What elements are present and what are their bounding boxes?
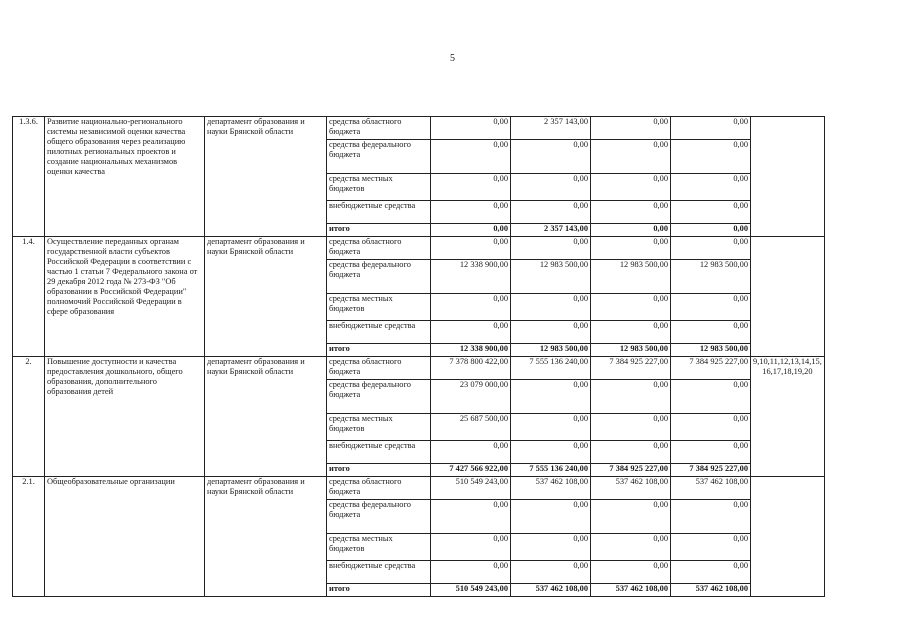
indicator-numbers [751, 117, 825, 237]
amount-cell: 0,00 [591, 294, 671, 321]
amount-cell: 0,00 [671, 534, 751, 561]
amount-cell: 0,00 [671, 414, 751, 441]
amount-cell: 12 338 900,00 [431, 344, 511, 357]
amount-cell: 0,00 [431, 237, 511, 260]
amount-cell: 537 462 108,00 [671, 477, 751, 500]
amount-cell: 0,00 [511, 140, 591, 174]
amount-cell: 537 462 108,00 [511, 584, 591, 597]
amount-cell: 2 357 143,00 [511, 224, 591, 237]
amount-cell: 7 384 925 227,00 [671, 464, 751, 477]
funding-source-label: средства федерального бюджета [327, 140, 431, 174]
funding-source-label: итого [327, 224, 431, 237]
row-activity-name: Развитие национально-регионального системы независимой оценки качества общего образования через реализацию пилотных региональных проектов и создание национальных механизмов оценки качества [45, 117, 205, 237]
table-row [13, 237, 825, 260]
funding-source-label: средства федерального бюджета [327, 380, 431, 414]
funding-source-label: средства областного бюджета [327, 237, 431, 260]
amount-cell: 510 549 243,00 [431, 584, 511, 597]
amount-cell: 23 079 000,00 [431, 380, 511, 414]
budget-table [12, 116, 825, 597]
row-number: 1.3.6. [13, 117, 45, 237]
amount-cell: 0,00 [591, 380, 671, 414]
amount-cell: 0,00 [591, 500, 671, 534]
amount-cell: 25 687 500,00 [431, 414, 511, 441]
amount-cell: 0,00 [431, 174, 511, 201]
funding-source-label: средства областного бюджета [327, 357, 431, 380]
amount-cell: 0,00 [431, 294, 511, 321]
amount-cell: 0,00 [511, 414, 591, 441]
amount-cell: 0,00 [511, 237, 591, 260]
funding-source-label: средства областного бюджета [327, 117, 431, 140]
funding-source-label: средства местных бюджетов [327, 534, 431, 561]
amount-cell: 0,00 [671, 174, 751, 201]
amount-cell: 0,00 [511, 201, 591, 224]
amount-cell: 7 384 925 227,00 [591, 464, 671, 477]
amount-cell: 0,00 [511, 534, 591, 561]
amount-cell: 2 357 143,00 [511, 117, 591, 140]
amount-cell: 0,00 [511, 174, 591, 201]
table-row [13, 117, 825, 140]
amount-cell: 7 427 566 922,00 [431, 464, 511, 477]
amount-cell: 537 462 108,00 [671, 584, 751, 597]
amount-cell: 0,00 [671, 140, 751, 174]
amount-cell: 537 462 108,00 [591, 584, 671, 597]
amount-cell: 12 983 500,00 [591, 344, 671, 357]
amount-cell: 0,00 [431, 534, 511, 561]
amount-cell: 0,00 [511, 380, 591, 414]
amount-cell: 0,00 [671, 500, 751, 534]
amount-cell: 0,00 [671, 201, 751, 224]
indicator-numbers [751, 237, 825, 357]
amount-cell: 0,00 [591, 414, 671, 441]
row-executor: департамент образования и науки Брянской области [205, 357, 327, 477]
amount-cell: 0,00 [591, 441, 671, 464]
funding-source-label: внебюджетные средства [327, 321, 431, 344]
amount-cell: 0,00 [671, 294, 751, 321]
amount-cell: 0,00 [671, 321, 751, 344]
amount-cell: 12 983 500,00 [511, 344, 591, 357]
amount-cell: 12 338 900,00 [431, 260, 511, 294]
amount-cell: 0,00 [431, 224, 511, 237]
funding-source-label: средства областного бюджета [327, 477, 431, 500]
amount-cell: 0,00 [591, 561, 671, 584]
amount-cell: 0,00 [591, 140, 671, 174]
row-executor: департамент образования и науки Брянской области [205, 117, 327, 237]
amount-cell: 12 983 500,00 [591, 260, 671, 294]
amount-cell: 7 555 136 240,00 [511, 464, 591, 477]
row-executor: департамент образования и науки Брянской области [205, 477, 327, 597]
indicator-numbers: 9,10,11,12,13,14,15, 16,17,18,19,20 [751, 357, 825, 477]
amount-cell: 12 983 500,00 [671, 344, 751, 357]
funding-source-label: средства местных бюджетов [327, 294, 431, 321]
amount-cell: 0,00 [591, 534, 671, 561]
funding-source-label: внебюджетные средства [327, 201, 431, 224]
amount-cell: 0,00 [591, 174, 671, 201]
row-activity-name: Осуществление переданных органам государственной власти субъектов Российской Федерации в соответствии с частью 1 статьи 7 Федерального закона от 29 декабря 2012 года № 273-ФЗ "Об образовании в Российской Федерации" полномочий Российской Федерации в сфере образования [45, 237, 205, 357]
amount-cell: 0,00 [591, 224, 671, 237]
funding-source-label: итого [327, 584, 431, 597]
amount-cell: 0,00 [671, 224, 751, 237]
amount-cell: 0,00 [431, 441, 511, 464]
amount-cell: 537 462 108,00 [591, 477, 671, 500]
funding-source-label: внебюджетные средства [327, 561, 431, 584]
funding-source-label: средства федерального бюджета [327, 260, 431, 294]
amount-cell: 537 462 108,00 [511, 477, 591, 500]
row-number: 2.1. [13, 477, 45, 597]
amount-cell: 0,00 [591, 321, 671, 344]
amount-cell: 0,00 [671, 237, 751, 260]
amount-cell: 7 378 800 422,00 [431, 357, 511, 380]
amount-cell: 0,00 [431, 140, 511, 174]
amount-cell: 12 983 500,00 [511, 260, 591, 294]
amount-cell: 0,00 [431, 117, 511, 140]
row-number: 1.4. [13, 237, 45, 357]
page-number: 5 [450, 53, 455, 64]
amount-cell: 0,00 [671, 117, 751, 140]
amount-cell: 7 555 136 240,00 [511, 357, 591, 380]
amount-cell: 0,00 [511, 500, 591, 534]
amount-cell: 0,00 [431, 561, 511, 584]
amount-cell: 0,00 [591, 117, 671, 140]
amount-cell: 7 384 925 227,00 [671, 357, 751, 380]
amount-cell: 510 549 243,00 [431, 477, 511, 500]
row-activity-name: Повышение доступности и качества предоставления дошкольного, общего образования, дополнительного образования детей [45, 357, 205, 477]
amount-cell: 0,00 [431, 500, 511, 534]
funding-source-label: средства местных бюджетов [327, 414, 431, 441]
funding-source-label: итого [327, 344, 431, 357]
table-row [13, 357, 825, 380]
amount-cell: 0,00 [431, 201, 511, 224]
row-activity-name: Общеобразовательные организации [45, 477, 205, 597]
amount-cell: 0,00 [511, 321, 591, 344]
amount-cell: 0,00 [671, 380, 751, 414]
amount-cell: 0,00 [671, 441, 751, 464]
row-number: 2. [13, 357, 45, 477]
funding-source-label: средства местных бюджетов [327, 174, 431, 201]
table-row [13, 477, 825, 500]
funding-source-label: средства федерального бюджета [327, 500, 431, 534]
amount-cell: 12 983 500,00 [671, 260, 751, 294]
amount-cell: 0,00 [511, 441, 591, 464]
amount-cell: 0,00 [431, 321, 511, 344]
amount-cell: 0,00 [591, 201, 671, 224]
amount-cell: 0,00 [511, 294, 591, 321]
indicator-numbers [751, 477, 825, 597]
amount-cell: 7 384 925 227,00 [591, 357, 671, 380]
funding-source-label: внебюджетные средства [327, 441, 431, 464]
funding-source-label: итого [327, 464, 431, 477]
row-executor: департамент образования и науки Брянской области [205, 237, 327, 357]
amount-cell: 0,00 [591, 237, 671, 260]
amount-cell: 0,00 [511, 561, 591, 584]
amount-cell: 0,00 [671, 561, 751, 584]
